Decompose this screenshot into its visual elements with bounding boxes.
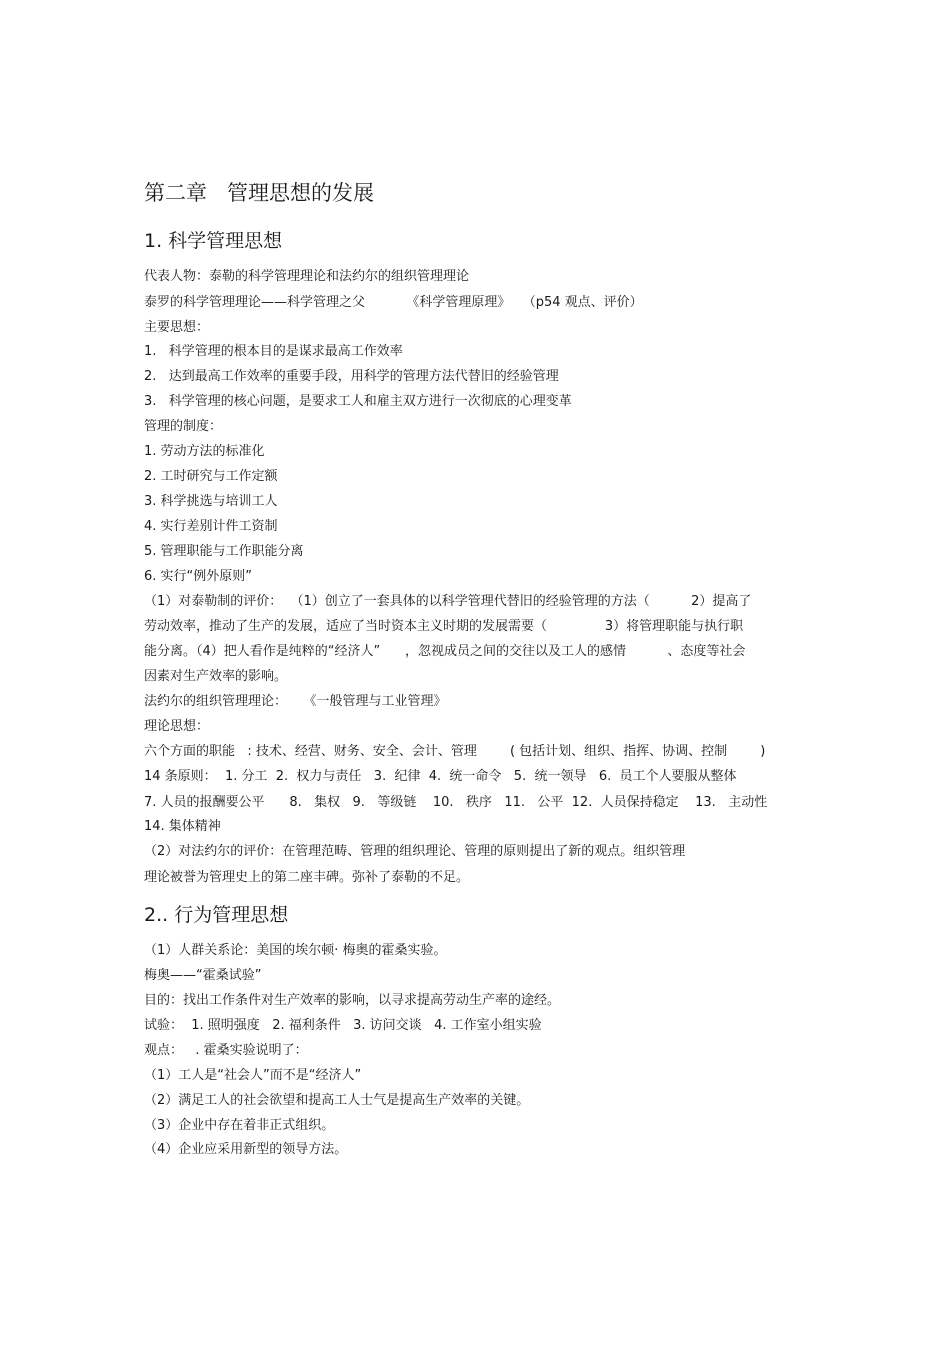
list-item: 3. 科学挑选与培训工人 [144, 494, 278, 509]
paragraph-line: 14 条原则： 1. 分工 2. 权力与责任 3. 纪律 4. 统一命令 5. 统一领导 6. 员工个人要服从整体 [144, 769, 737, 784]
paragraph-line: 泰罗的科学管理理论——科学管理之父 《科学管理原理》 （p54 观点、评价） [144, 295, 643, 310]
list-item: 1. 科学管理的根本目的是谋求最高工作效率 [144, 344, 403, 359]
chapter-title: 第二章 管理思想的发展 [144, 181, 375, 205]
paragraph-line: 14. 集体精神 [144, 819, 221, 834]
paragraph-line: 试验： 1. 照明强度 2. 福利条件 3. 访问交谈 4. 工作室小组实验 [144, 1018, 542, 1033]
list-item: 5. 管理职能与工作职能分离 [144, 544, 304, 559]
list-item: 4. 实行差别计件工资制 [144, 519, 278, 534]
paragraph-line: （1）人群关系论：美国的埃尔顿· 梅奥的霍桑实验。 [144, 943, 447, 958]
paragraph-line: （2）对法约尔的评价：在管理范畴、管理的组织理论、管理的原则提出了新的观点。组织管理 [144, 844, 686, 859]
paragraph-line: 理论思想： [144, 719, 210, 734]
paragraph-line: 7. 人员的报酬要公平 8. 集权 9. 等级链 10. 秩序 11. 公平 12. 人员保持稳定 13. 主动性 [144, 795, 768, 810]
paragraph-line: 主要思想： [144, 320, 210, 335]
paragraph-line: 因素对生产效率的影响。 [144, 669, 288, 684]
list-item: 3. 科学管理的核心问题，是要求工人和雇主双方进行一次彻底的心理变革 [144, 394, 572, 409]
paragraph-line: 法约尔的组织管理理论： 《一般管理与工业管理》 [144, 694, 447, 709]
list-item: 6. 实行“例外原则” [144, 569, 253, 584]
section-heading-behavioral-management: 2.. 行为管理思想 [144, 904, 289, 926]
list-item: 2. 达到最高工作效率的重要手段，用科学的管理方法代替旧的经验管理 [144, 369, 559, 384]
paragraph-line: 理论被誉为管理史上的第二座丰碑。弥补了泰勒的不足。 [144, 870, 470, 885]
paragraph-line: 观点： . 霍桑实验说明了： [144, 1043, 308, 1058]
section-heading-scientific-management: 1. 科学管理思想 [144, 230, 283, 252]
list-item: （1）工人是“社会人”而不是“经济人” [144, 1068, 362, 1083]
list-item: （4）企业应采用新型的领导方法。 [144, 1142, 348, 1157]
paragraph-line: 能分离。（4）把人看作是纯粹的“经济人” ，忽视成员之间的交往以及工人的感情 、态度等社会 [144, 644, 746, 659]
paragraph-line: 梅奥——“霍桑试验” [144, 968, 262, 983]
list-item: 2. 工时研究与工作定额 [144, 469, 278, 484]
paragraph-line: 代表人物：泰勒的科学管理理论和法约尔的组织管理理论 [144, 269, 470, 284]
paragraph-line: 管理的制度： [144, 419, 223, 434]
list-item: 1. 劳动方法的标准化 [144, 444, 265, 459]
list-item: （2）满足工人的社会欲望和提高工人士气是提高生产效率的关键。 [144, 1093, 530, 1108]
paragraph-line: 劳动效率，推动了生产的发展，适应了当时资本主义时期的发展需要（ 3）将管理职能与执行职 [144, 619, 744, 634]
paragraph-line: （1）对泰勒制的评价： （1）创立了一套具体的以科学管理代替旧的经验管理的方法（ 2）提高了 [144, 594, 752, 609]
paragraph-line: 六个方面的职能 : 技术、经营、财务、安全、会计、管理 ( 包括计划、组织、指挥、协调、控制 ) [144, 744, 766, 759]
paragraph-line: 目的：找出工作条件对生产效率的影响，以寻求提高劳动生产率的途经。 [144, 993, 561, 1008]
list-item: （3）企业中存在着非正式组织。 [144, 1118, 335, 1133]
